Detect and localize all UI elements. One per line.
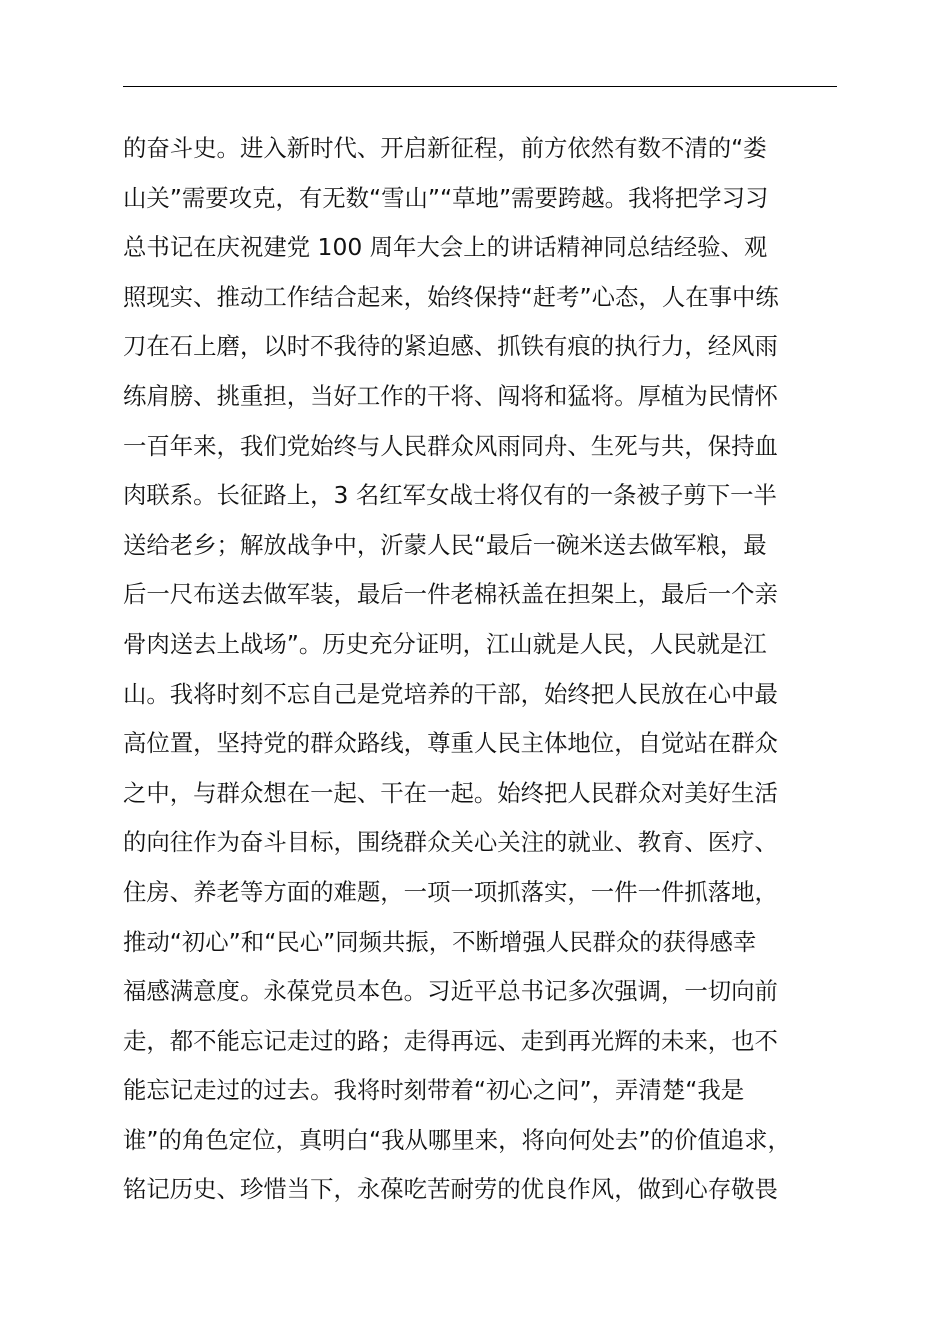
text-line: 刀在石上磨，以时不我待的紧迫感、抓铁有痕的执行力，经风雨	[123, 332, 778, 361]
text-line: 的奋斗史。进入新时代、开启新征程，前方依然有数不清的“娄	[123, 134, 767, 162]
text-line: 能忘记走过的过去。我将时刻带着“初心之问”，弄清楚“我是	[123, 1076, 745, 1105]
text-line: 山。我将时刻不忘自己是党培养的干部，始终把人民放在心中最	[123, 679, 778, 708]
document-body	[123, 124, 843, 1215]
header-divider	[123, 86, 837, 87]
text-line: 走，都不能忘记走过的路；走得再远、走到再光辉的未来，也不	[123, 1026, 778, 1055]
text-line: 山关”需要攻克，有无数“雪山”“草地”需要跨越。我将把学习习	[123, 183, 769, 212]
text-line: 总书记在庆祝建党 100 周年大会上的讲话精神同总结经验、观	[123, 233, 768, 262]
text-line: 后一尺布送去做军装，最后一件老棉袄盖在担架上，最后一个亲	[123, 580, 778, 609]
text-line: 高位置，坚持党的群众路线，尊重人民主体地位，自觉站在群众	[123, 729, 778, 758]
text-line: 练肩膀、挑重担，当好工作的干将、闯将和猛将。厚植为民情怀	[123, 381, 778, 410]
text-line: 铭记历史、珍惜当下，永葆吃苦耐劳的优良作风，做到心存敬畏	[123, 1175, 778, 1204]
text-line: 福感满意度。永葆党员本色。习近平总书记多次强调，一切向前	[123, 977, 778, 1006]
text-line: 肉联系。长征路上，3 名红军女战士将仅有的一条被子剪下一半	[123, 481, 777, 510]
text-line: 照现实、推动工作结合起来，始终保持“赶考”心态，人在事中练	[123, 282, 779, 311]
text-line: 送给老乡；解放战争中，沂蒙人民“最后一碗米送去做军粮，最	[123, 530, 767, 559]
text-line: 骨肉送去上战场”。历史充分证明，江山就是人民，人民就是江	[123, 629, 767, 658]
text-line: 之中，与群众想在一起、干在一起。始终把人民群众对美好生活	[123, 778, 778, 807]
text-line: 住房、养老等方面的难题，一项一项抓落实，一件一件抓落地，	[123, 877, 778, 906]
text-line: 谁”的角色定位，真明白“我从哪里来，将向何处去”的价值追求，	[123, 1125, 791, 1154]
text-line: 推动“初心”和“民心”同频共振，不断增强人民群众的获得感幸	[123, 927, 757, 956]
text-line: 的向往作为奋斗目标，围绕群众关心关注的就业、教育、医疗、	[123, 828, 778, 857]
text-line: 一百年来，我们党始终与人民群众风雨同舟、生死与共，保持血	[123, 431, 778, 460]
